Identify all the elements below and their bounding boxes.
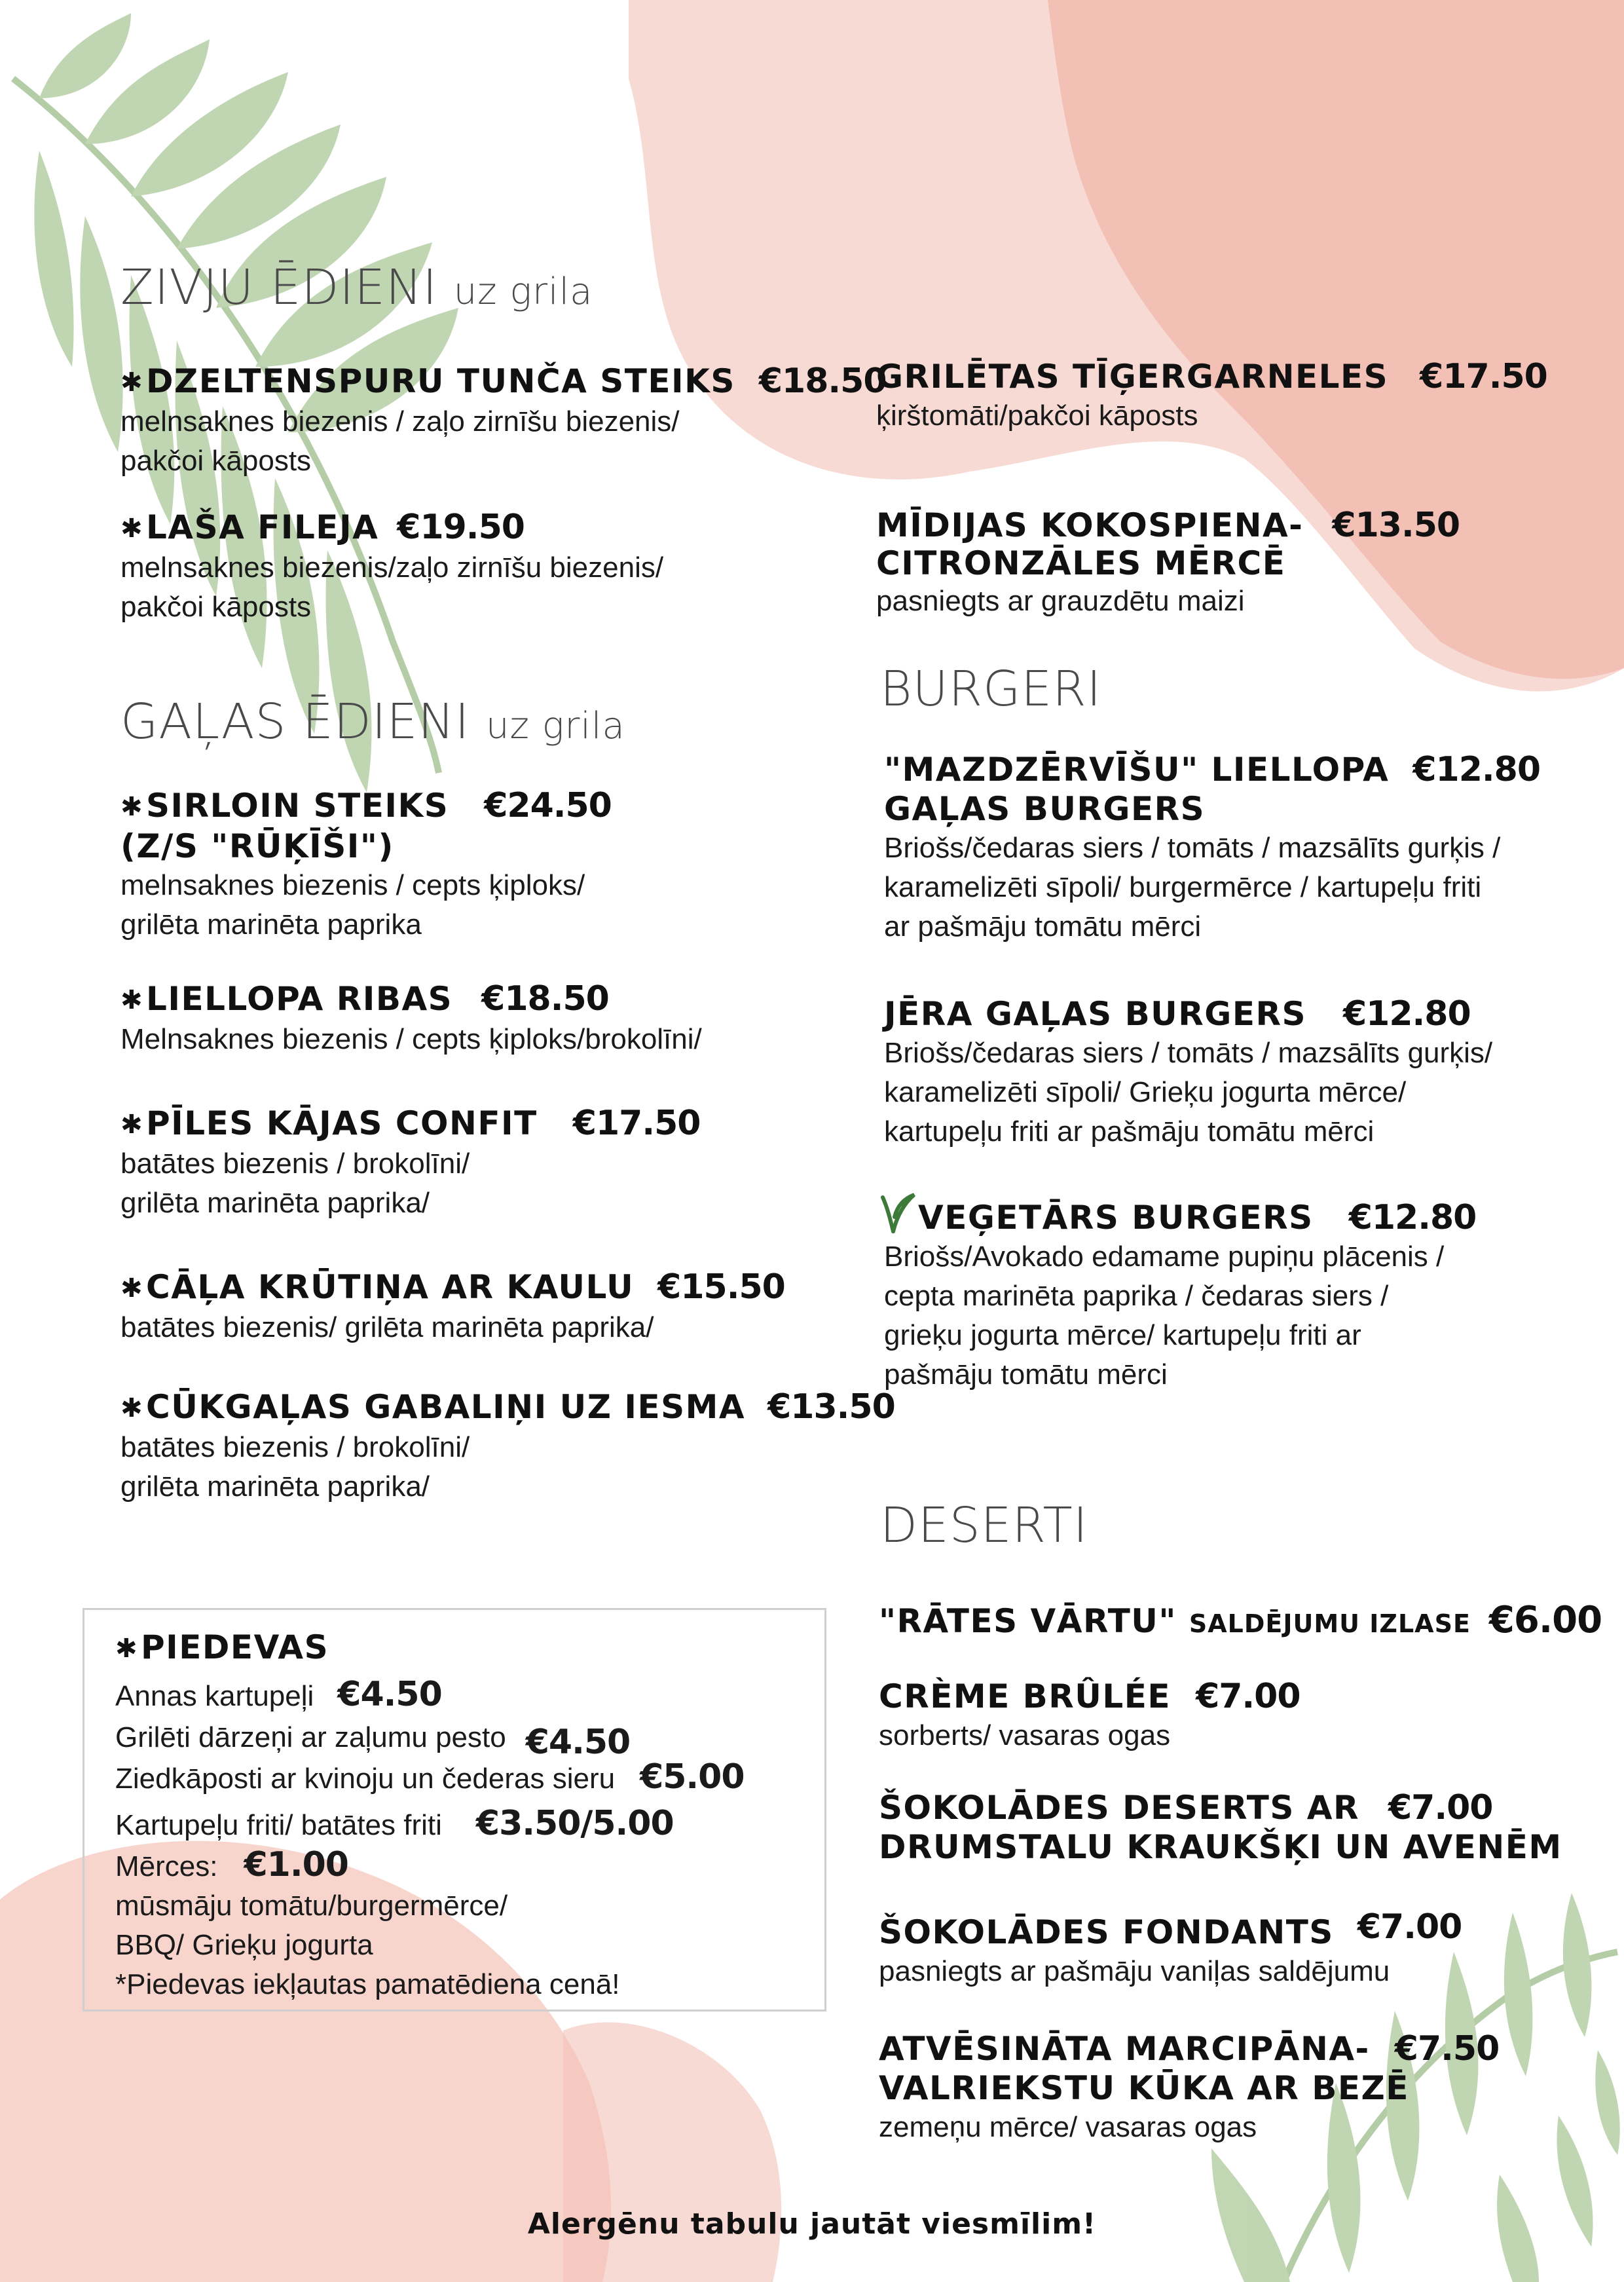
item-desc: batātes biezenis / brokolīni/ [120, 1431, 470, 1463]
menu-item-lamb-burger [884, 994, 1492, 1151]
side-name: Mērces: [115, 1850, 218, 1882]
side-price: €1.00 [244, 1845, 348, 1884]
item-desc: batātes biezenis / brokolīni/ [120, 1148, 470, 1180]
item-price: €7.00 [1388, 1788, 1493, 1827]
item-name-line2: VALRIEKSTU KŪKA AR BEZĒ [879, 2069, 1409, 2107]
item-name: SIRLOIN STEIKS [146, 787, 449, 825]
item-name-line2: CITRONZĀLES MĒRCĒ [876, 544, 1286, 582]
item-desc: ķirštomāti/pakčoi kāposts [876, 400, 1198, 432]
item-price: €13.50 [767, 1387, 895, 1427]
menu-item-tuna [120, 362, 887, 481]
asterisk-icon: ✱ [120, 985, 144, 1015]
menu-item-chicken [120, 1267, 785, 1347]
item-desc: Briošs/čedaras siers / tomāts / mazsālīts gurķis/ [884, 1037, 1493, 1069]
item-price: €7.00 [1196, 1677, 1301, 1716]
fish-section-title [120, 259, 593, 316]
item-name: ATVĒSINĀTA MARCIPĀNA- [879, 2030, 1370, 2068]
side-name: Kartupeļu friti/ batātes friti [115, 1809, 442, 1841]
item-name: CŪKGAĻAS GABALIŅI UZ IESMA [146, 1388, 746, 1426]
menu-item-marzipan-cake [879, 2029, 1499, 2147]
meat-section-title [120, 694, 625, 750]
pink-blob-bottom-mid [563, 2022, 781, 2282]
item-name: ŠOKOLĀDES DESERTS AR [879, 1789, 1359, 1827]
item-desc: pakčoi kāposts [120, 445, 312, 477]
fish-title-text: ZIVJU ĒDIENI [120, 259, 438, 316]
item-price: €18.50 [758, 362, 887, 401]
item-name-small: SALDĒJUMU IZLASE [1189, 1609, 1471, 1638]
item-desc: Melnsaknes biezenis / cepts ķiploks/brokolīni/ [120, 1023, 702, 1055]
side-item [115, 1804, 745, 1845]
item-desc: grilēta marinēta paprika/ [120, 1187, 430, 1219]
item-name: CRÈME BRÛLÉE [879, 1677, 1172, 1715]
item-price: €12.80 [1412, 750, 1541, 789]
item-desc: pakčoi kāposts [120, 591, 312, 623]
side-name: Grilēti dārzeņi ar zaļumu pesto [115, 1721, 506, 1753]
side-name: Ziedkāposti ar kvinoju un čederas sieru [115, 1763, 616, 1795]
item-desc: grilēta marinēta paprika/ [120, 1470, 430, 1503]
side-item [115, 1845, 745, 1886]
asterisk-icon: ✱ [120, 1110, 144, 1140]
sides-title: PIEDEVAS [141, 1628, 329, 1666]
item-price: €17.50 [1420, 357, 1547, 396]
item-name: LAŠA FILEJA [146, 508, 379, 546]
menu-item-ribs [120, 979, 702, 1059]
item-desc: grilēta marinēta paprika [120, 908, 422, 941]
desserts-section-title: DESERTI [880, 1497, 1088, 1554]
asterisk-icon: ✱ [120, 1273, 144, 1303]
side-item [115, 1757, 745, 1799]
item-desc: cepta marinēta paprika / čedaras siers / [884, 1280, 1389, 1312]
item-name-line2: DRUMSTALU KRAUKŠĶI UN AVENĒM [879, 1828, 1562, 1866]
item-name: "RĀTES VĀRTU" [879, 1602, 1177, 1640]
sides-section [115, 1628, 745, 2004]
menu-item-fondant [879, 1907, 1462, 1991]
item-price: €12.80 [1343, 994, 1471, 1034]
item-price: €19.50 [397, 508, 525, 547]
menu-item-sirloin [120, 786, 612, 945]
item-price: €17.50 [572, 1104, 701, 1143]
menu-item-prawns [876, 357, 1547, 436]
menu-item-creme-brulee [879, 1677, 1301, 1755]
item-desc: pasniegts ar pašmāju vaniļas saldējumu [879, 1955, 1390, 1987]
item-price: €18.50 [481, 979, 609, 1019]
item-desc: sorberts/ vasaras ogas [879, 1719, 1171, 1751]
item-desc: pasniegts ar grauzdētu maizi [876, 585, 1245, 617]
sauces-line: BBQ/ Grieķu jogurta [115, 1929, 373, 1961]
asterisk-icon: ✱ [115, 1634, 139, 1664]
item-price: €13.50 [1332, 506, 1460, 545]
asterisk-icon: ✱ [120, 367, 144, 398]
side-name: Annas kartupeļi [115, 1680, 314, 1712]
item-desc: ar pašmāju tomātu mērci [884, 910, 1202, 943]
item-desc: pašmāju tomātu mērci [884, 1358, 1168, 1391]
item-name: GRILĒTAS TĪĢERGARNELES [876, 358, 1389, 396]
item-price: €7.50 [1394, 2029, 1500, 2068]
menu-item-salmon [120, 508, 663, 627]
allergen-footer: Alergēnu tabulu jautāt viesmīlim! [527, 2207, 1097, 2241]
side-price: €4.50 [337, 1675, 442, 1714]
side-item [115, 1675, 745, 1716]
item-desc: karamelizēti sīpoli/ Grieķu jogurta mērce/ [884, 1076, 1407, 1108]
asterisk-icon: ✱ [120, 792, 144, 822]
menu-item-mussels [876, 506, 1460, 621]
item-name: PĪLES KĀJAS CONFIT [146, 1104, 538, 1142]
item-name: VEĢETĀRS BURGERS [918, 1199, 1314, 1237]
meat-title-sub: uz grila [486, 705, 625, 747]
item-desc: melnsaknes biezenis / cepts ķiploks/ [120, 869, 585, 901]
burgers-section-title: BURGERI [880, 661, 1102, 717]
item-desc: melnsaknes biezenis / zaļo zirnīšu biezenis/ [120, 405, 680, 438]
sides-note: *Piedevas iekļautas pamatēdiena cenā! [115, 1968, 620, 2000]
sauces-line: mūsmāju tomātu/burgermērce/ [115, 1890, 508, 1922]
item-name: JĒRA GAĻAS BURGERS [884, 995, 1306, 1033]
menu-item-pork-skewer [120, 1387, 895, 1506]
item-price: €12.80 [1348, 1198, 1477, 1237]
fish-title-sub: uz grila [453, 271, 593, 313]
item-desc: grieķu jogurta mērce/ kartupeļu friti ar [884, 1319, 1361, 1351]
side-item [115, 1716, 745, 1762]
menu-item-ice-cream [879, 1601, 1602, 1643]
menu-item-duck [120, 1104, 700, 1223]
menu-item-veg-burger [877, 1192, 1476, 1394]
item-name: CĀĻA KRŪTIŅA AR KAULU [146, 1268, 635, 1306]
item-price: €15.50 [657, 1267, 785, 1307]
item-price: €7.00 [1357, 1907, 1462, 1947]
vegetarian-leaf-icon [877, 1192, 918, 1235]
side-price: €3.50/5.00 [475, 1804, 674, 1843]
item-desc: Briošs/čedaras siers / tomāts / mazsālīts gurķis / [884, 832, 1501, 864]
item-price: €24.50 [484, 786, 612, 825]
item-desc: karamelizēti sīpoli/ burgermērce / kartupeļu friti [884, 871, 1482, 903]
asterisk-icon: ✱ [120, 514, 144, 544]
item-desc: batātes biezenis/ grilēta marinēta paprika/ [120, 1311, 654, 1343]
item-price: €6.00 [1488, 1599, 1602, 1641]
item-desc: melnsaknes biezenis/zaļo zirnīšu biezenis/ [120, 552, 664, 584]
item-name: ŠOKOLĀDES FONDANTS [879, 1913, 1334, 1951]
item-name: MĪDIJAS KOKOSPIENA- [876, 506, 1304, 544]
item-name-line2: (Z/S "RŪĶĪŠI") [120, 827, 394, 865]
item-name-line2: GAĻAS BURGERS [884, 790, 1206, 828]
side-price: €5.00 [640, 1757, 745, 1797]
item-desc: Briošs/Avokado edamame pupiņu plācenis / [884, 1241, 1445, 1273]
meat-title-text: GAĻAS ĒDIENI [120, 694, 470, 750]
item-name: LIELLOPA RIBAS [146, 980, 453, 1018]
item-name: DZELTENSPURU TUNČA STEIKS [146, 362, 735, 400]
menu-item-beef-burger [884, 750, 1540, 946]
menu-item-chocolate-dessert [879, 1788, 1562, 1867]
item-name: "MAZDZĒRVĪŠU" LIELLOPA [884, 751, 1390, 789]
item-desc: kartupeļu friti ar pašmāju tomātu mērci [884, 1115, 1375, 1148]
item-desc: zemeņu mērce/ vasaras ogas [879, 2111, 1257, 2143]
side-price: €4.50 [525, 1723, 631, 1762]
asterisk-icon: ✱ [120, 1393, 144, 1423]
